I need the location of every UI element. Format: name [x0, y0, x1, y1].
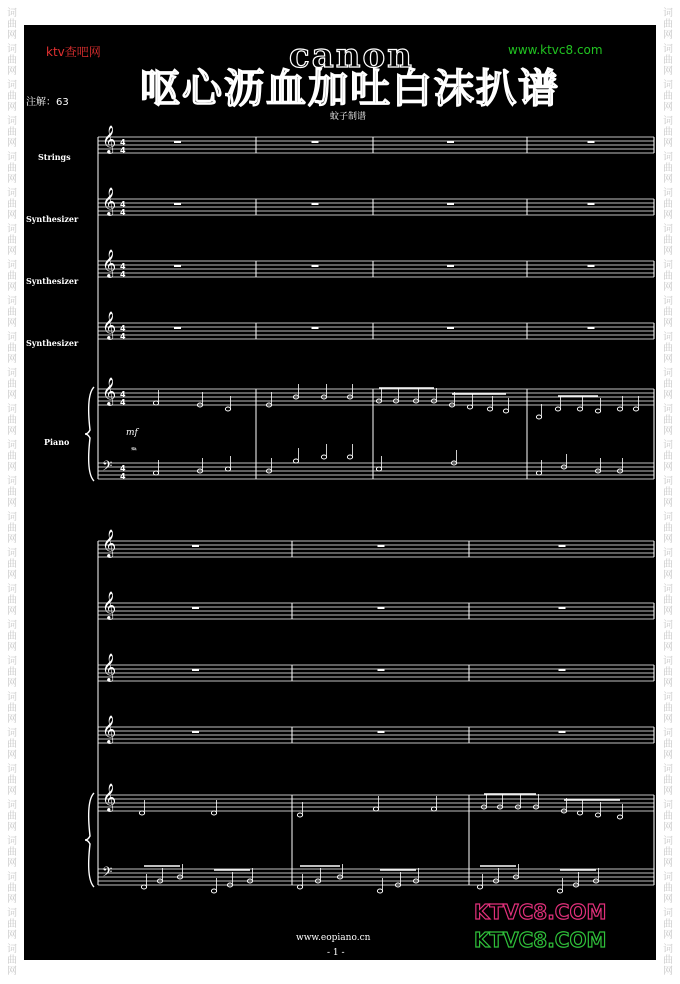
watermark-char: 词: [663, 116, 673, 127]
note-head: [557, 889, 562, 893]
whole-rest: [588, 141, 595, 143]
whole-rest: [174, 327, 181, 329]
watermark-char: 词: [663, 728, 673, 739]
watermark-char: 网: [663, 930, 673, 941]
watermark-char: 词: [7, 476, 17, 487]
watermark-char: 词: [7, 620, 17, 631]
watermark-char: 曲: [663, 595, 673, 606]
watermark-char: 曲: [663, 343, 673, 354]
watermark-char: 曲: [7, 811, 17, 822]
note-head: [139, 811, 144, 815]
title-english: canon: [289, 36, 414, 76]
music-notation: [24, 25, 656, 960]
whole-rest: [447, 327, 454, 329]
watermark-char: 网: [663, 246, 673, 257]
watermark-char: 网: [7, 138, 17, 149]
site-url-right: www.ktvc8.com: [508, 43, 603, 57]
note-head: [225, 467, 230, 471]
watermark-char: 曲: [663, 307, 673, 318]
whole-rest: [312, 141, 319, 143]
watermark-char: 网: [7, 714, 17, 725]
watermark-char: 词: [7, 908, 17, 919]
watermark-char: 曲: [7, 955, 17, 966]
watermark-char: 曲: [7, 307, 17, 318]
watermark-char: 网: [7, 30, 17, 41]
treble-clef: 𝄞: [102, 653, 117, 681]
instrument-label-synth-2: Synthesizer: [26, 276, 79, 286]
watermark-char: 词: [7, 548, 17, 559]
watermark-char: 曲: [7, 343, 17, 354]
watermark-char: 网: [663, 282, 673, 293]
whole-rest: [174, 203, 181, 205]
watermark-char: 曲: [663, 523, 673, 534]
watermark-char: 词: [7, 764, 17, 775]
note-head: [577, 811, 582, 815]
watermark-char: 词: [7, 188, 17, 199]
watermark-char: 网: [7, 930, 17, 941]
whole-rest: [447, 141, 454, 143]
treble-clef: 𝄞: [102, 783, 117, 811]
treble-clef: 𝄞: [102, 377, 117, 405]
time-signature-bottom: 4: [120, 472, 126, 481]
watermark-char: 网: [663, 822, 673, 833]
watermark-char: 曲: [7, 199, 17, 210]
time-signature-top: 4: [120, 464, 126, 473]
instrument-label-piano: Piano: [44, 437, 70, 447]
watermark-char: 曲: [663, 199, 673, 210]
watermark-char: 词: [663, 692, 673, 703]
whole-rest: [312, 265, 319, 267]
watermark-char: 网: [7, 318, 17, 329]
pedal-mark: 𝆮: [130, 446, 136, 456]
watermark-char: 网: [663, 30, 673, 41]
whole-rest: [378, 607, 385, 609]
note-head: [141, 885, 146, 889]
watermark-char: 曲: [663, 271, 673, 282]
watermark-char: 词: [7, 872, 17, 883]
watermark-char: 网: [7, 282, 17, 293]
watermark-char: 词: [663, 152, 673, 163]
note-head: [617, 407, 622, 411]
watermark-char: 词: [663, 368, 673, 379]
watermark-char: 词: [7, 512, 17, 523]
watermark-char: 词: [663, 260, 673, 271]
watermark-char: 词: [663, 224, 673, 235]
treble-clef: 𝄞: [102, 529, 117, 557]
watermark-char: 网: [7, 66, 17, 77]
watermark-char: 曲: [663, 703, 673, 714]
watermark-char: 网: [663, 966, 673, 977]
watermark-char: 曲: [7, 883, 17, 894]
whole-rest: [378, 669, 385, 671]
watermark-char: 曲: [7, 235, 17, 246]
watermark-char: 词: [663, 836, 673, 847]
watermark-char: 网: [7, 606, 17, 617]
watermark-char: 曲: [663, 559, 673, 570]
watermark-char: 网: [7, 462, 17, 473]
watermark-char: 曲: [7, 415, 17, 426]
watermark-char: 词: [7, 152, 17, 163]
watermark-char: 曲: [663, 91, 673, 102]
watermark-char: 词: [663, 872, 673, 883]
watermark-char: 网: [663, 498, 673, 509]
watermark-char: 词: [663, 296, 673, 307]
note-head: [153, 401, 158, 405]
note-head: [297, 885, 302, 889]
whole-rest: [559, 731, 566, 733]
note-head: [536, 471, 541, 475]
note-head: [467, 405, 472, 409]
treble-clef: 𝄞: [102, 715, 117, 743]
whole-rest: [312, 327, 319, 329]
whole-rest: [559, 607, 566, 609]
whole-rest: [192, 731, 199, 733]
bass-clef: 𝄢: [102, 864, 113, 883]
time-signature-bottom: 4: [120, 270, 126, 279]
time-signature-bottom: 4: [120, 398, 126, 407]
watermark-char: 网: [663, 210, 673, 221]
site-name-left: ktv查吧网: [46, 45, 101, 59]
watermark-char: 网: [663, 894, 673, 905]
watermark-char: 曲: [7, 127, 17, 138]
note-head: [347, 455, 352, 459]
watermark-char: 曲: [7, 523, 17, 534]
watermark-char: 曲: [7, 847, 17, 858]
instrument-label-synth-3: Synthesizer: [26, 338, 79, 348]
whole-rest: [559, 545, 566, 547]
watermark-char: 网: [7, 750, 17, 761]
note-head: [225, 407, 230, 411]
watermark-char: 曲: [7, 451, 17, 462]
watermark-char: 词: [663, 332, 673, 343]
note-head: [555, 407, 560, 411]
watermark-char: 网: [7, 858, 17, 869]
watermark-char: 曲: [7, 91, 17, 102]
time-signature-top: 4: [120, 200, 126, 209]
arranger-credit: 蚊子制谱: [330, 112, 367, 122]
watermark-char: 曲: [663, 955, 673, 966]
watermark-char: 网: [7, 390, 17, 401]
whole-rest: [192, 545, 199, 547]
watermark-char: 曲: [7, 775, 17, 786]
watermark-char: 曲: [7, 739, 17, 750]
whole-rest: [447, 203, 454, 205]
watermark-char: 曲: [663, 55, 673, 66]
watermark-char: 网: [663, 570, 673, 581]
watermark-char: 网: [663, 66, 673, 77]
time-signature-bottom: 4: [120, 146, 126, 155]
note-head: [536, 415, 541, 419]
watermark-char: 网: [663, 642, 673, 653]
watermark-char: 网: [7, 246, 17, 257]
watermark-char: 曲: [7, 919, 17, 930]
watermark-char: 词: [7, 8, 17, 19]
watermark-char: 词: [7, 944, 17, 955]
whole-rest: [588, 327, 595, 329]
watermark-char: 曲: [7, 487, 17, 498]
watermark-char: 网: [7, 354, 17, 365]
watermark-char: 曲: [7, 595, 17, 606]
watermark-char: 网: [663, 102, 673, 113]
watermark-char: 词: [663, 80, 673, 91]
time-signature-bottom: 4: [120, 332, 126, 341]
watermark-char: 词: [663, 188, 673, 199]
watermark-char: 词: [7, 584, 17, 595]
note-head: [595, 409, 600, 413]
watermark-char: 词: [7, 224, 17, 235]
whole-rest: [378, 545, 385, 547]
watermark-char: 词: [663, 440, 673, 451]
note-head: [595, 813, 600, 817]
instrument-label-strings: Strings: [38, 152, 71, 162]
watermark-char: 网: [7, 642, 17, 653]
dynamic-mark: mf: [126, 428, 138, 438]
note-head: [153, 471, 158, 475]
watermark-char: 网: [663, 714, 673, 725]
watermark-char: 词: [7, 260, 17, 271]
right-watermark-strip: [656, 0, 680, 984]
watermark-char: 网: [7, 102, 17, 113]
treble-clef: 𝄞: [102, 125, 117, 153]
watermark-char: 网: [7, 498, 17, 509]
note-head: [297, 813, 302, 817]
watermark-char: 词: [7, 800, 17, 811]
watermark-char: 词: [7, 440, 17, 451]
watermark-char: 词: [663, 44, 673, 55]
watermark-char: 曲: [663, 739, 673, 750]
ktvc8-logo: [472, 895, 632, 953]
watermark-char: 词: [663, 512, 673, 523]
watermark-char: 网: [663, 678, 673, 689]
note-head: [503, 409, 508, 413]
whole-rest: [378, 731, 385, 733]
left-watermark-strip: [0, 0, 24, 984]
watermark-char: 词: [663, 656, 673, 667]
watermark-char: 词: [663, 404, 673, 415]
note-head: [431, 807, 436, 811]
watermark-char: 网: [7, 966, 17, 977]
watermark-char: 曲: [663, 667, 673, 678]
note-head: [373, 807, 378, 811]
whole-rest: [447, 265, 454, 267]
instrument-label-synth-1: Synthesizer: [26, 214, 79, 224]
watermark-char: 词: [663, 476, 673, 487]
watermark-char: 词: [663, 584, 673, 595]
watermark-char: 网: [663, 858, 673, 869]
watermark-char: 网: [663, 426, 673, 437]
watermark-char: 网: [7, 426, 17, 437]
whole-rest: [312, 203, 319, 205]
watermark-char: 词: [663, 908, 673, 919]
watermark-char: 词: [7, 836, 17, 847]
watermark-char: 词: [7, 44, 17, 55]
score-sheet: [24, 25, 656, 960]
note-head: [377, 889, 382, 893]
watermark-char: 词: [663, 620, 673, 631]
watermark-char: 曲: [663, 631, 673, 642]
watermark-char: 网: [663, 138, 673, 149]
whole-rest: [192, 607, 199, 609]
whole-rest: [588, 203, 595, 205]
watermark-char: 曲: [663, 415, 673, 426]
watermark-char: 网: [663, 318, 673, 329]
note-head: [376, 467, 381, 471]
watermark-char: 曲: [7, 559, 17, 570]
note-head: [487, 407, 492, 411]
watermark-char: 曲: [663, 235, 673, 246]
watermark-char: 曲: [663, 379, 673, 390]
note-head: [477, 885, 482, 889]
watermark-char: 曲: [7, 667, 17, 678]
whole-rest: [174, 141, 181, 143]
note-head: [321, 455, 326, 459]
watermark-char: 词: [7, 332, 17, 343]
time-signature-top: 4: [120, 324, 126, 333]
watermark-char: 网: [663, 534, 673, 545]
time-signature-top: 4: [120, 262, 126, 271]
watermark-char: 词: [7, 656, 17, 667]
whole-rest: [174, 265, 181, 267]
watermark-char: 网: [7, 210, 17, 221]
watermark-char: 网: [663, 390, 673, 401]
whole-rest: [559, 669, 566, 671]
watermark-char: 曲: [7, 19, 17, 30]
watermark-char: 网: [7, 174, 17, 185]
watermark-char: 网: [7, 822, 17, 833]
page-number: - 1 -: [327, 948, 345, 958]
note-head: [633, 407, 638, 411]
watermark-char: 曲: [663, 847, 673, 858]
treble-clef: 𝄞: [102, 249, 117, 277]
watermark-char: 曲: [663, 811, 673, 822]
watermark-char: 词: [663, 944, 673, 955]
watermark-char: 词: [7, 116, 17, 127]
note-head: [617, 815, 622, 819]
logo-line-1: KTVC8.COM: [474, 900, 607, 924]
whole-rest: [192, 669, 199, 671]
watermark-char: 曲: [7, 379, 17, 390]
watermark-char: 曲: [663, 487, 673, 498]
watermark-char: 网: [663, 174, 673, 185]
note-head: [293, 459, 298, 463]
watermark-char: 词: [7, 296, 17, 307]
whole-rest: [588, 265, 595, 267]
watermark-char: 曲: [7, 631, 17, 642]
note-head: [211, 889, 216, 893]
treble-clef: 𝄞: [102, 187, 117, 215]
watermark-char: 词: [663, 548, 673, 559]
watermark-char: 网: [663, 462, 673, 473]
time-signature-bottom: 4: [120, 208, 126, 217]
watermark-char: 曲: [7, 55, 17, 66]
watermark-char: 词: [7, 80, 17, 91]
watermark-char: 曲: [663, 775, 673, 786]
watermark-char: 曲: [7, 703, 17, 714]
watermark-char: 曲: [663, 451, 673, 462]
watermark-char: 词: [7, 728, 17, 739]
watermark-char: 词: [663, 800, 673, 811]
note-head: [577, 407, 582, 411]
watermark-char: 网: [7, 534, 17, 545]
treble-clef: 𝄞: [102, 311, 117, 339]
piano-brace: [85, 387, 94, 481]
watermark-char: 曲: [663, 127, 673, 138]
watermark-char: 曲: [663, 19, 673, 30]
logo-line-2: KTVC8.COM: [474, 928, 607, 952]
title-chinese: 呕心沥血加吐白沫扒谱: [140, 66, 560, 112]
watermark-char: 曲: [7, 163, 17, 174]
watermark-char: 词: [7, 692, 17, 703]
bass-clef: 𝄢: [102, 458, 113, 477]
piano-brace: [85, 793, 94, 887]
watermark-char: 网: [663, 606, 673, 617]
watermark-char: 词: [663, 764, 673, 775]
treble-clef: 𝄞: [102, 591, 117, 619]
watermark-char: 曲: [663, 919, 673, 930]
watermark-char: 网: [7, 786, 17, 797]
footer-url: www.eopiano.cn: [296, 933, 371, 943]
watermark-char: 词: [663, 8, 673, 19]
watermark-char: 网: [7, 678, 17, 689]
watermark-char: 词: [7, 368, 17, 379]
watermark-char: 曲: [7, 271, 17, 282]
time-signature-top: 4: [120, 390, 126, 399]
watermark-char: 网: [663, 750, 673, 761]
watermark-char: 网: [663, 354, 673, 365]
note-head: [211, 811, 216, 815]
watermark-char: 网: [663, 786, 673, 797]
watermark-char: 曲: [663, 163, 673, 174]
watermark-char: 词: [7, 404, 17, 415]
watermark-char: 网: [7, 894, 17, 905]
time-signature-top: 4: [120, 138, 126, 147]
tempo-marking: 注解：63: [26, 97, 69, 108]
watermark-char: 曲: [663, 883, 673, 894]
watermark-char: 网: [7, 570, 17, 581]
